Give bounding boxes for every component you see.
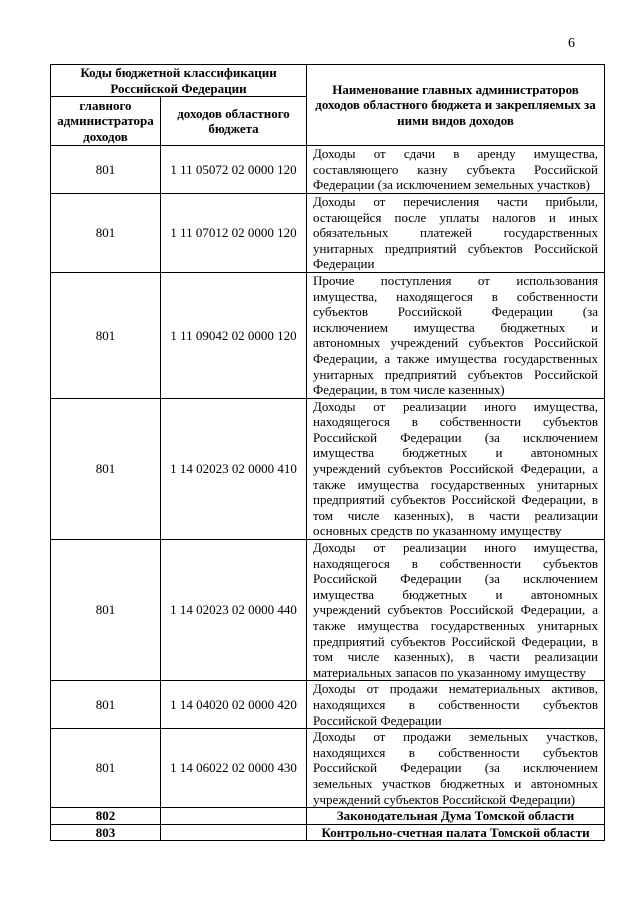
income-description-cell bbox=[307, 681, 605, 729]
description-line: Доходы от реализации иного имущества, bbox=[313, 398, 599, 414]
empty-code-cell bbox=[161, 808, 307, 825]
admin-code-cell: 803 bbox=[51, 824, 161, 841]
income-description-cell bbox=[307, 272, 605, 398]
table-row bbox=[51, 729, 605, 808]
description-line: Доходы от реализации иного имущества, bbox=[313, 540, 599, 556]
income-code-cell: 1 14 04020 02 0000 420 bbox=[161, 681, 307, 729]
description-line: находящегося в собственности субъектов bbox=[313, 555, 599, 571]
admin-code-cell: 801 bbox=[51, 540, 161, 681]
header-group-title: Коды бюджетной классификации Российской Федерации bbox=[51, 65, 307, 97]
table-row bbox=[51, 146, 605, 194]
description-line: Российской Федерации (за исключением bbox=[313, 429, 599, 445]
admin-row bbox=[51, 824, 605, 841]
budget-classification-table bbox=[50, 64, 605, 841]
description-line: земельных участков бюджетных и автономных bbox=[313, 775, 599, 791]
admin-code-cell: 801 bbox=[51, 193, 161, 272]
admin-code-cell: 801 bbox=[51, 729, 161, 808]
description-line: автономных учреждений субъектов Российской bbox=[313, 335, 599, 351]
table-row bbox=[51, 540, 605, 681]
table-row bbox=[51, 272, 605, 398]
header-col-name: Наименование главных администраторов доходов областного бюджета и закрепляемых за ними видов доходов bbox=[307, 65, 605, 146]
description-line: учреждений субъектов Российской Федерации, а bbox=[313, 602, 599, 618]
description-line: Федерации, а также имущества государственных bbox=[313, 350, 599, 366]
description-line: учреждений субъектов Российской Федерации, а bbox=[313, 461, 599, 477]
description-line: также имущества государственных унитарных bbox=[313, 618, 599, 633]
income-code-cell: 1 14 02023 02 0000 410 bbox=[161, 398, 307, 539]
description-line: остающейся после уплаты налогов и иных bbox=[313, 209, 599, 225]
description-line: находящегося в собственности субъектов bbox=[313, 414, 599, 430]
income-code-cell: 1 14 06022 02 0000 430 bbox=[161, 729, 307, 808]
description-line: учреждений субъектов Российской Федерации) bbox=[313, 791, 576, 807]
administrator-name-cell: Законодательная Дума Томской области bbox=[307, 808, 605, 825]
admin-code-cell: 802 bbox=[51, 808, 161, 825]
description-line: находящихся в собственности субъектов bbox=[313, 696, 599, 712]
description-line: предприятий субъектов Российской Федерации, в bbox=[313, 492, 599, 508]
description-line: предприятий субъектов Российской Федерации, в bbox=[313, 633, 599, 649]
header-col-admin: главного администратора доходов bbox=[51, 97, 161, 146]
description-line: находящихся в собственности субъектов bbox=[313, 744, 599, 760]
description-line: субъектов Российской Федерации (за bbox=[313, 304, 599, 320]
description-line: также имущества государственных унитарных bbox=[313, 476, 599, 492]
income-code-cell: 1 11 05072 02 0000 120 bbox=[161, 146, 307, 194]
header-row-1 bbox=[51, 65, 605, 97]
header-col-income: доходов областного бюджета bbox=[161, 97, 307, 146]
table-row bbox=[51, 681, 605, 729]
description-line: Доходы от сдачи в аренду имущества, bbox=[313, 146, 599, 162]
description-line: Федерации, в том числе казенных) bbox=[313, 382, 505, 398]
description-line: Федерации (за исключением земельных участков) bbox=[313, 177, 591, 193]
description-line: исключением имущества бюджетных и bbox=[313, 319, 599, 335]
description-line: имущества бюджетных и автономных bbox=[313, 445, 599, 461]
income-code-cell: 1 14 02023 02 0000 440 bbox=[161, 540, 307, 681]
description-line: Федерации bbox=[313, 256, 375, 272]
description-line: основных средств по указанному имуществу bbox=[313, 523, 562, 539]
income-description-cell bbox=[307, 729, 605, 808]
admin-code-cell: 801 bbox=[51, 681, 161, 729]
description-line: Российской Федерации (за исключением bbox=[313, 760, 599, 776]
income-description-cell bbox=[307, 193, 605, 272]
description-line: унитарных предприятий субъектов Российской bbox=[313, 366, 599, 382]
table-body bbox=[51, 146, 605, 841]
table-row bbox=[51, 398, 605, 539]
income-code-cell: 1 11 07012 02 0000 120 bbox=[161, 193, 307, 272]
description-line: Российской Федерации (за исключением bbox=[313, 571, 599, 587]
income-description-cell bbox=[307, 540, 605, 681]
description-line: Доходы от продажи земельных участков, bbox=[313, 729, 599, 745]
description-line: Прочие поступления от использования bbox=[313, 272, 599, 288]
page-number: 6 bbox=[568, 36, 575, 51]
description-line: обязательных платежей государственных bbox=[313, 225, 599, 241]
administrator-name-cell: Контрольно-счетная палата Томской области bbox=[307, 824, 605, 841]
description-line: имущества бюджетных и автономных bbox=[313, 586, 599, 602]
description-line: Доходы от продажи нематериальных активов, bbox=[313, 681, 599, 697]
income-description-cell bbox=[307, 398, 605, 539]
description-line: Российской Федерации bbox=[313, 712, 442, 728]
table-row bbox=[51, 193, 605, 272]
admin-row bbox=[51, 808, 605, 825]
admin-code-cell: 801 bbox=[51, 272, 161, 398]
description-line: материальных запасов по указанному имуществу bbox=[313, 664, 586, 680]
description-line: Доходы от перечисления части прибыли, bbox=[313, 193, 599, 209]
description-line: том числе казенных), в части реализации bbox=[313, 507, 599, 523]
income-code-cell: 1 11 09042 02 0000 120 bbox=[161, 272, 307, 398]
income-description-cell bbox=[307, 146, 605, 194]
empty-code-cell bbox=[161, 824, 307, 841]
admin-code-cell: 801 bbox=[51, 146, 161, 194]
description-line: составляющего казну субъекта Российской bbox=[313, 161, 599, 177]
description-line: том числе казенных), в части реализации bbox=[313, 649, 599, 665]
description-line: унитарных предприятий субъектов Российской bbox=[313, 240, 599, 256]
admin-code-cell: 801 bbox=[51, 398, 161, 539]
description-line: имущества, находящегося в собственности bbox=[313, 288, 599, 304]
